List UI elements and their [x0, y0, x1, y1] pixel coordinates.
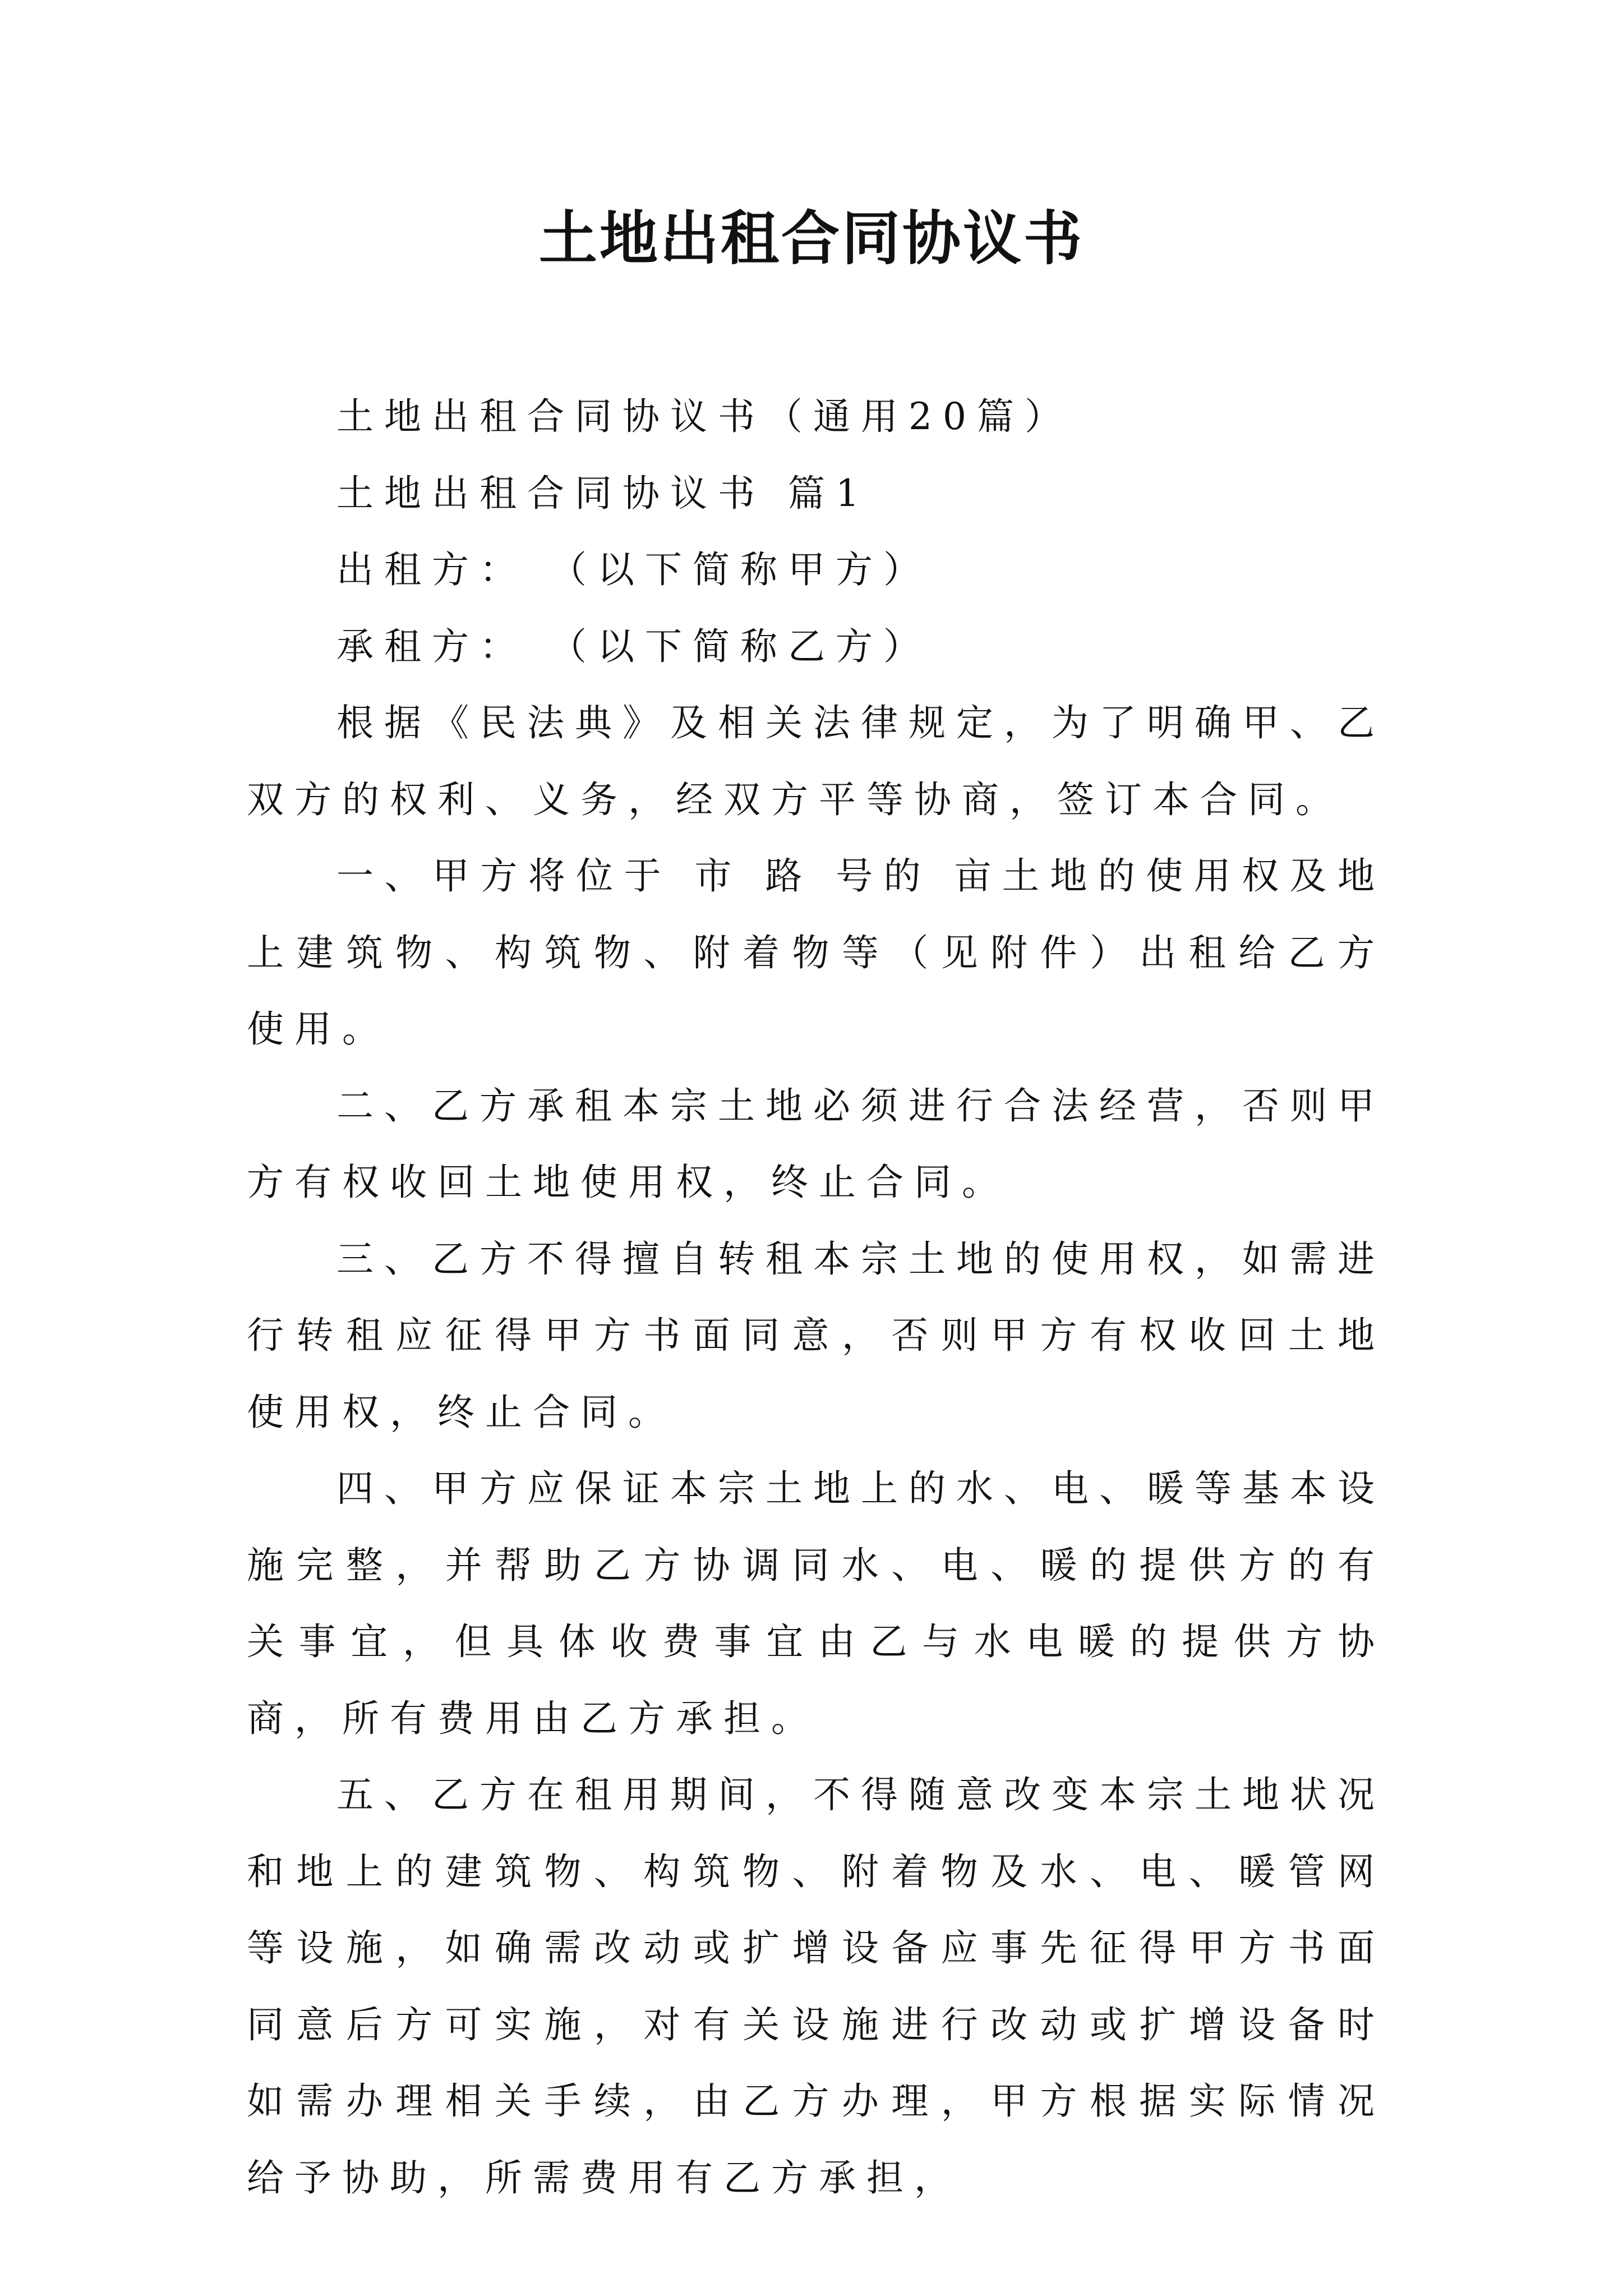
- paragraph-clause-4: 四、甲方应保证本宗土地上的水、电、暖等基本设施完整，并帮助乙方协调同水、电、暖的提供方的有关事宜，但具体收费事宜由乙与水电暖的提供方协商，所有费用由乙方承担。: [247, 1467, 1385, 1740]
- paragraph-section-heading: 土地出租合同协议书 篇1: [336, 471, 870, 515]
- document-body: [247, 379, 1385, 2216]
- paragraph-clause-2: 二、乙方承租本宗土地必须进行合法经营，否则甲方有权收回土地使用权，终止合同。: [247, 1084, 1385, 1204]
- paragraph-clause-1: 一、甲方将位于 市 路 号的 亩土地的使用权及地上建筑物、构筑物、附着物等（见附件）出租给乙方使用。: [247, 854, 1385, 1051]
- paragraph-subtitle: 土地出租合同协议书（通用20篇）: [336, 395, 1072, 438]
- paragraph-preamble: 根据《民法典》及相关法律规定，为了明确甲、乙双方的权利、义务，经双方平等协商，签订本合同。: [247, 701, 1385, 821]
- paragraph-lessor: 出租方： （以下简称甲方）: [336, 548, 931, 591]
- document-title: 土地出租合同协议书: [538, 204, 1084, 273]
- paragraph-clause-3: 三、乙方不得擅自转租本宗土地的使用权，如需进行转租应征得甲方书面同意，否则甲方有权收回土地使用权，终止合同。: [247, 1237, 1385, 1434]
- paragraph-clause-5: 五、乙方在租用期间，不得随意改变本宗土地状况和地上的建筑物、构筑物、附着物及水、电、暖管网等设施，如确需改动或扩增设备应事先征得甲方书面同意后方可实施，对有关设施进行改动或扩增设备时如需办理相关手续，由乙方办理，甲方根据实际情况给予协助，所需费用有乙方承担，: [247, 1773, 1385, 2200]
- paragraph-lessee: 承租方： （以下简称乙方）: [336, 624, 931, 668]
